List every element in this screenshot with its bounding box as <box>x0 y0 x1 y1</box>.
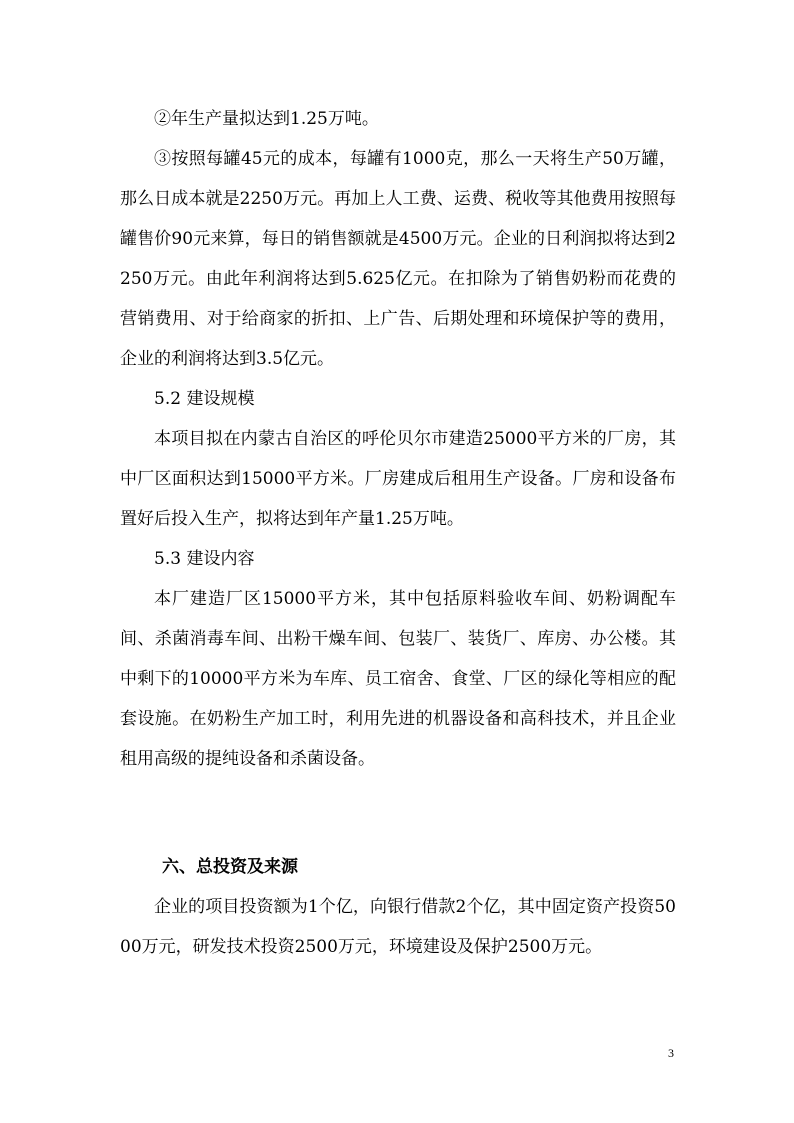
paragraph-5-3: 本厂建造厂区15000平方米，其中包括原料验收车间、奶粉调配车间、杀菌消毒车间、出粉干燥车间、包装厂、装货厂、库房、办公楼。其中剩下的10000平方米为车库、员工宿舍、食堂、厂区的绿化等相应的配套设施。在奶粉生产加工时，利用先进的机器设备和高科技术，并且企业租用高级的提纯设备和杀菌设备。 <box>120 589 676 769</box>
paragraph-item-2: ②年生产量拟达到1.25万吨。 <box>154 109 379 129</box>
page-number: 3 <box>668 1046 674 1060</box>
section-heading-5-2: 5.2 建设规模 <box>154 389 255 409</box>
paragraph-5-2: 本项目拟在内蒙古自治区的呼伦贝尔市建造25000平方米的厂房，其中厂区面积达到15000平方米。厂房建成后租用生产设备。厂房和设备布置好后投入生产，拟将达到年产量1.25万吨。 <box>120 429 676 529</box>
chapter-heading-6: 六、总投资及来源 <box>162 857 298 877</box>
section-heading-5-3: 5.3 建设内容 <box>154 549 255 569</box>
body-text-block-2 <box>120 887 676 967</box>
paragraph-6: 企业的项目投资额为1个亿，向银行借款2个亿，其中固定资产投资5000万元，研发技术投资2500万元，环境建设及保护2500万元。 <box>120 897 676 957</box>
paragraph-item-3: ③按照每罐45元的成本，每罐有1000克，那么一天将生产50万罐，那么日成本就是2250万元。再加上人工费、运费、税收等其他费用按照每罐售价90元来算，每日的销售额就是4500万元。企业的日利润拟将达到2250万元。由此年利润将达到5.625亿元。在扣除为了销售奶粉而花费的营销费用、对于给商家的折扣、上广告、后期处理和环境保护等的费用，企业的利润将达到3.5亿元。 <box>120 149 676 369</box>
body-text-block-1 <box>120 99 676 779</box>
